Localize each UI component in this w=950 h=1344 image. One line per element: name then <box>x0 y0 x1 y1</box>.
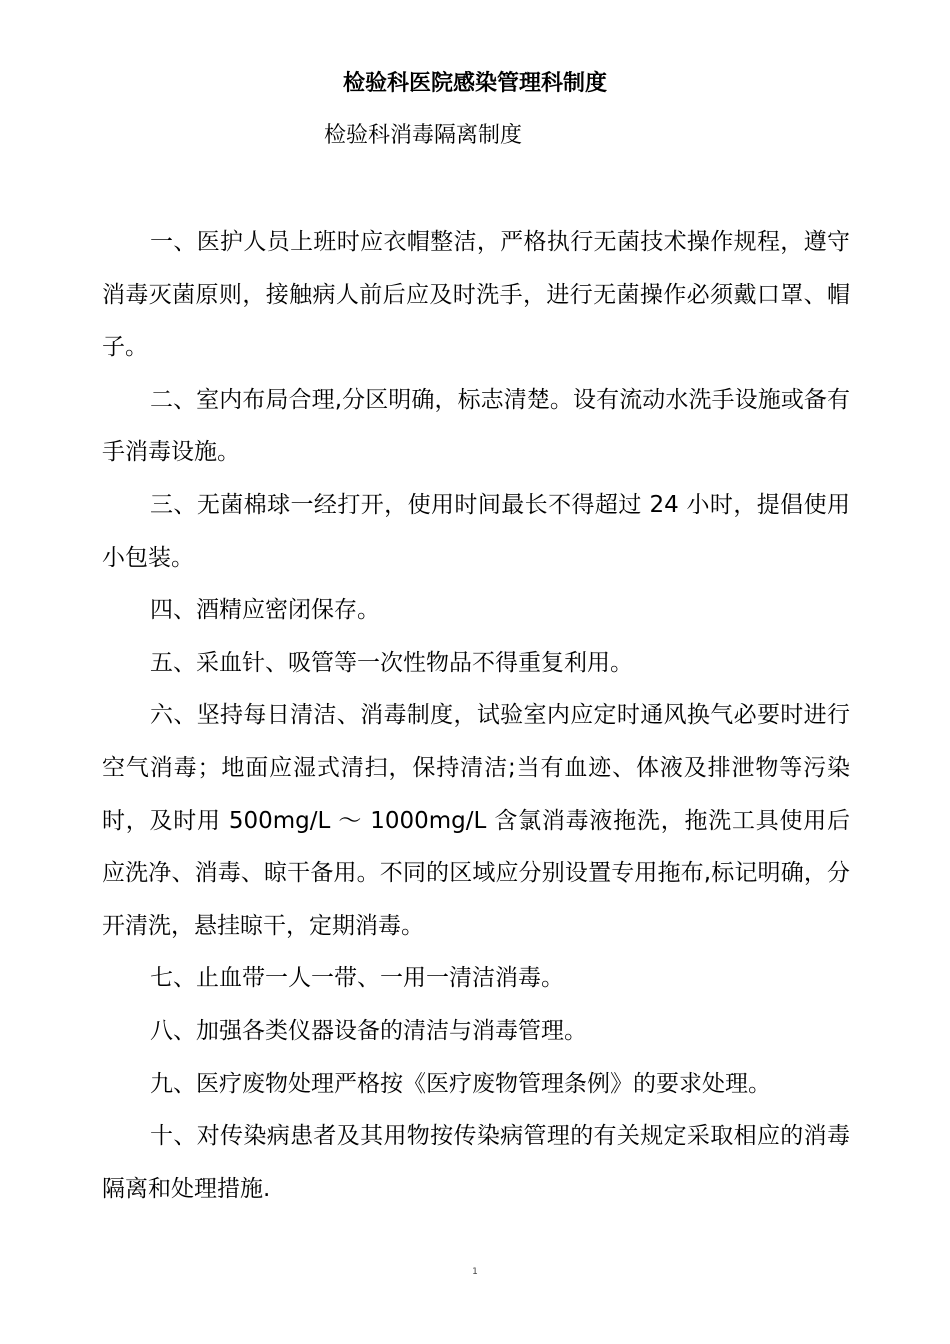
paragraph-1: 一、医护人员上班时应衣帽整洁，严格执行无菌技术操作规程，遵守消毒灭菌原则，接触病人前后应及时洗手，进行无菌操作必须戴口罩、帽子。 <box>102 229 850 361</box>
paragraph-4: 四、酒精应密闭保存。 <box>150 597 380 624</box>
paragraph-2: 二、室内布局合理,分区明确，标志清楚。设有流动水洗手设施或备有手消毒设施。 <box>102 386 850 466</box>
document-body <box>102 216 850 1215</box>
paragraph-5: 五、采血针、吸管等一次性物品不得重复利用。 <box>150 649 633 676</box>
page-number: 1 <box>472 1267 478 1277</box>
paragraph-10: 十、对传染病患者及其用物按传染病管理的有关规定采取相应的消毒隔离和处理措施. <box>102 1123 850 1202</box>
paragraph-7: 七、止血带一人一带、一用一清洁消毒。 <box>150 965 564 992</box>
document-title: 检验科医院感染管理科制度 <box>342 71 607 96</box>
paragraph-8: 八、加强各类仪器设备的清洁与消毒管理。 <box>150 1017 587 1044</box>
paragraph-9: 九、医疗废物处理严格按《医疗废物管理条例》的要求处理。 <box>150 1070 771 1097</box>
document-subtitle: 检验科消毒隔离制度 <box>324 123 523 148</box>
paragraph-3: 三、无菌棉球一经打开，使用时间最长不得超过 24 小时，提倡使用小包装。 <box>102 491 850 571</box>
paragraph-6: 六、坚持每日清洁、消毒制度，试验室内应定时通风换气必要时进行空气消毒；地面应湿式清扫，保持清洁;当有血迹、体液及排泄物等污染时，及时用 500mg/L ～ 1000mg/L 含氯消毒液拖洗，拖洗工具使用后应洗净、消毒、晾干备用。不同的区域应分别设置专用拖布,标记明确，分开清洗，悬挂晾干，定期消毒。 <box>102 702 850 939</box>
